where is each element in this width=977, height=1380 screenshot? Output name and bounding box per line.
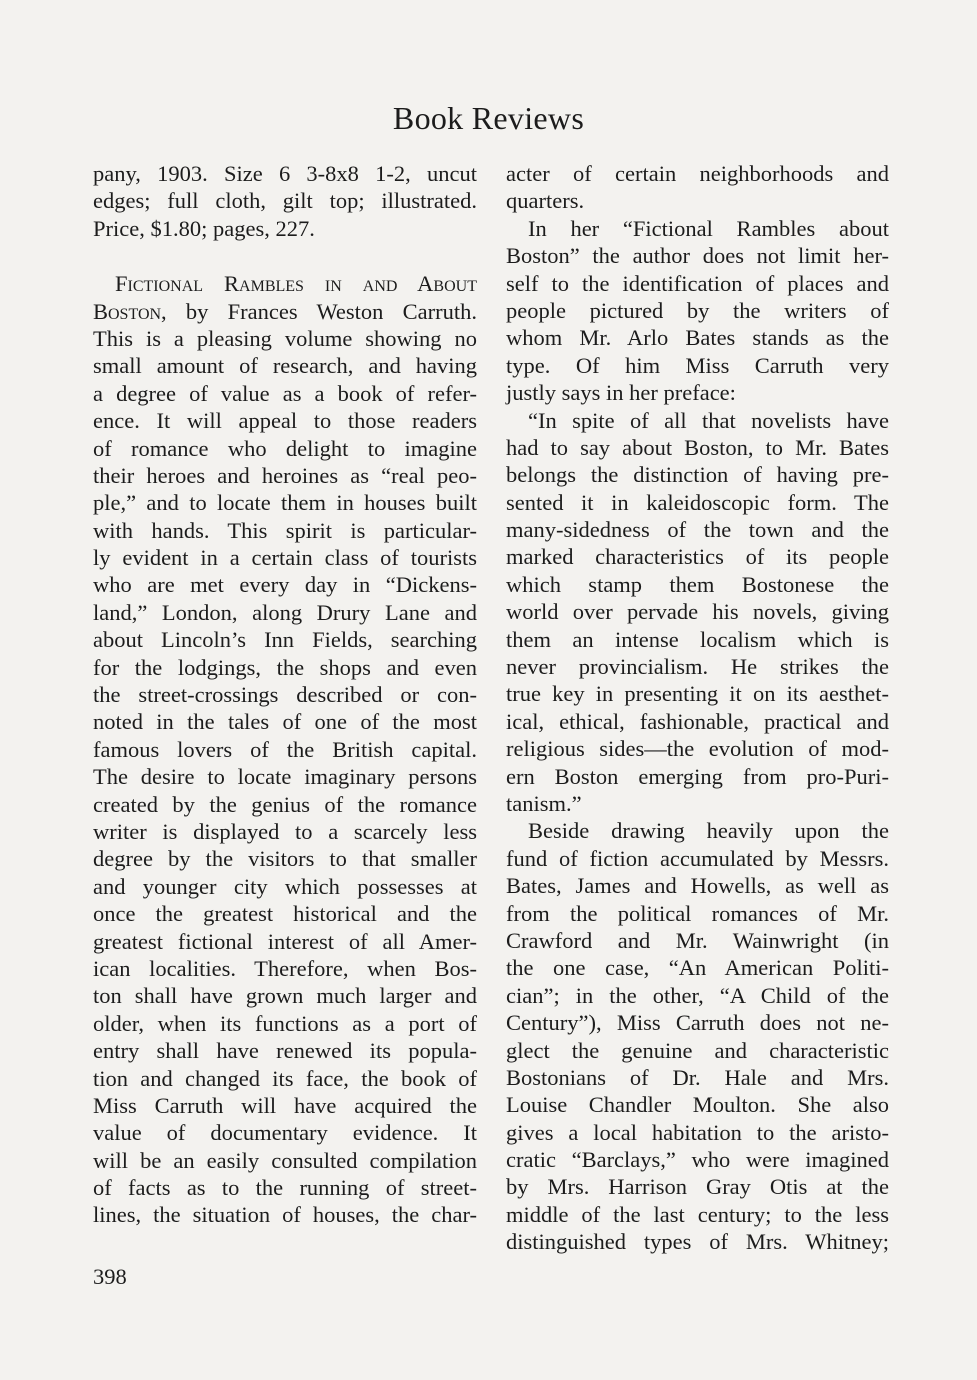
text-line: who are met every day in “Dickens-: [93, 572, 477, 598]
text-line: religious sides—the evolution of mod-: [506, 736, 889, 762]
text-line: ican localities. Therefore, when Bos-: [93, 955, 477, 981]
text-line: noted in the tales of one of the most: [93, 709, 477, 735]
text-line: glect the genuine and characteristic: [506, 1037, 889, 1063]
text-line: type. Of him Miss Carruth very: [506, 352, 889, 378]
review-title-line: [93, 298, 477, 325]
text-line: whom Mr. Arlo Bates stands as the: [506, 325, 889, 351]
text-line: people pictured by the writers of: [506, 297, 889, 323]
text-line: The desire to locate imaginary persons: [93, 764, 477, 790]
text-line: “In spite of all that novelists have: [528, 407, 889, 433]
text-line: ical, ethical, fashionable, practical and: [506, 708, 889, 734]
review-title: Fictional Rambles in and About: [115, 271, 477, 297]
text-line: true key in presenting it on its aesthet-: [506, 681, 889, 707]
text-line: distinguished types of Mrs. Whitney;: [506, 1229, 889, 1255]
right-column: [506, 160, 889, 1256]
text-line: tanism.”: [506, 790, 582, 816]
text-line: world over pervade his novels, giving: [506, 599, 889, 625]
text-line: the one case, “An American Politi-: [506, 955, 889, 981]
text-line: older, when its functions as a port of: [93, 1010, 477, 1036]
text-line: about Lincoln’s Inn Fields, searching: [93, 627, 477, 653]
text-line: marked characteristics of its people: [506, 544, 889, 570]
text-line: land,” London, along Drury Lane and: [93, 599, 477, 625]
text-line: of romance who delight to imagine: [93, 435, 477, 461]
text-line: This is a pleasing volume showing no: [93, 325, 477, 351]
text-line: their heroes and heroines as “real peo-: [93, 462, 477, 488]
text-line: never provincialism. He strikes the: [506, 654, 889, 680]
text-line: cratic “Barclays,” who were imagined: [506, 1147, 889, 1173]
text-line: writer is displayed to a scarcely less: [93, 818, 477, 844]
text-line: a degree of value as a book of refer-: [93, 380, 477, 406]
text-line: Bostonians of Dr. Hale and Mrs.: [506, 1064, 889, 1090]
text-line: once the greatest historical and the: [93, 901, 477, 927]
text-line: sented it in kaleidoscopic form. The: [506, 489, 889, 515]
text-line: famous lovers of the British capital.: [93, 736, 477, 762]
text-line: belongs the distinction of having pre-: [506, 462, 889, 488]
text-line: ly evident in a certain class of tourists: [93, 545, 477, 571]
text-line: had to say about Boston, to Mr. Bates: [506, 434, 889, 460]
text-line: Price, $1.80; pages, 227.: [93, 215, 315, 241]
text-line: Bates, James and Howells, as well as: [506, 873, 889, 899]
text-line: Crawford and Mr. Wainwright (in: [506, 927, 889, 953]
text-line: the street-crossings described or con-: [93, 682, 477, 708]
text-line: justly says in her preface:: [506, 380, 736, 406]
text-line: many-sidedness of the town and the: [506, 517, 889, 543]
text-line: ern Boston emerging from pro-Puri-: [506, 763, 889, 789]
text-line: which stamp them Bostonese the: [506, 571, 889, 597]
text-line: Beside drawing heavily upon the: [528, 818, 889, 844]
text-line: by Mrs. Harrison Gray Otis at the: [506, 1174, 889, 1200]
text-line: Boston” the author does not limit her-: [506, 243, 889, 269]
text-line: pany, 1903. Size 6 3-8x8 1-2, uncut: [93, 161, 477, 186]
text-line: from the political romances of Mr.: [506, 900, 889, 926]
text-line: Louise Chandler Moulton. She also: [506, 1092, 889, 1118]
text-line: middle of the last century; to the less: [506, 1201, 889, 1227]
text-line: acter of certain neighborhoods and: [506, 161, 889, 186]
page-header-title: Book Reviews: [392, 100, 585, 136]
text-line: degree by the visitors to that smaller: [93, 846, 477, 872]
text-line: self to the identification of places and: [506, 270, 889, 296]
text-line: cian”; in the other, “A Child of the: [506, 982, 889, 1008]
text-line: created by the genius of the romance: [93, 791, 477, 817]
left-column: [93, 160, 477, 1229]
review-author: by Frances Weston Carruth.: [166, 298, 477, 324]
text-line: quarters.: [506, 188, 585, 214]
text-line: small amount of research, and having: [93, 353, 477, 379]
text-line: ton shall have grown much larger and: [93, 983, 477, 1009]
text-line: for the lodgings, the shops and even: [93, 654, 477, 680]
text-line: edges; full cloth, gilt top; illustrated.: [93, 188, 477, 214]
text-line: tion and changed its face, the book of: [93, 1065, 477, 1091]
text-line: In her “Fictional Rambles about: [528, 215, 889, 241]
paragraph-gap: [93, 242, 477, 270]
text-line: of facts as to the running of street-: [93, 1175, 477, 1201]
text-line: lines, the situation of houses, the char-: [93, 1202, 477, 1228]
text-line: fund of fiction accumulated by Messrs.: [506, 845, 889, 871]
text-line: and younger city which possesses at: [93, 873, 477, 899]
text-line: will be an easily consulted compilation: [93, 1147, 477, 1173]
review-title-end: Boston,: [93, 298, 167, 324]
text-line: ence. It will appeal to those readers: [93, 408, 477, 434]
text-line: gives a local habitation to the aristo-: [506, 1119, 889, 1145]
text-line: Century”), Miss Carruth does not ne-: [506, 1010, 889, 1036]
text-line: ple,” and to locate them in houses built: [93, 490, 477, 516]
text-line: Miss Carruth will have acquired the: [93, 1092, 477, 1118]
text-line: value of documentary evidence. It: [93, 1120, 477, 1146]
text-line: with hands. This spirit is particular-: [93, 517, 477, 543]
text-line: greatest fictional interest of all Amer-: [93, 928, 477, 954]
text-line: entry shall have renewed its popula-: [93, 1038, 477, 1064]
text-line: them an intense localism which is: [506, 626, 889, 652]
page-number: 398: [93, 1264, 127, 1289]
